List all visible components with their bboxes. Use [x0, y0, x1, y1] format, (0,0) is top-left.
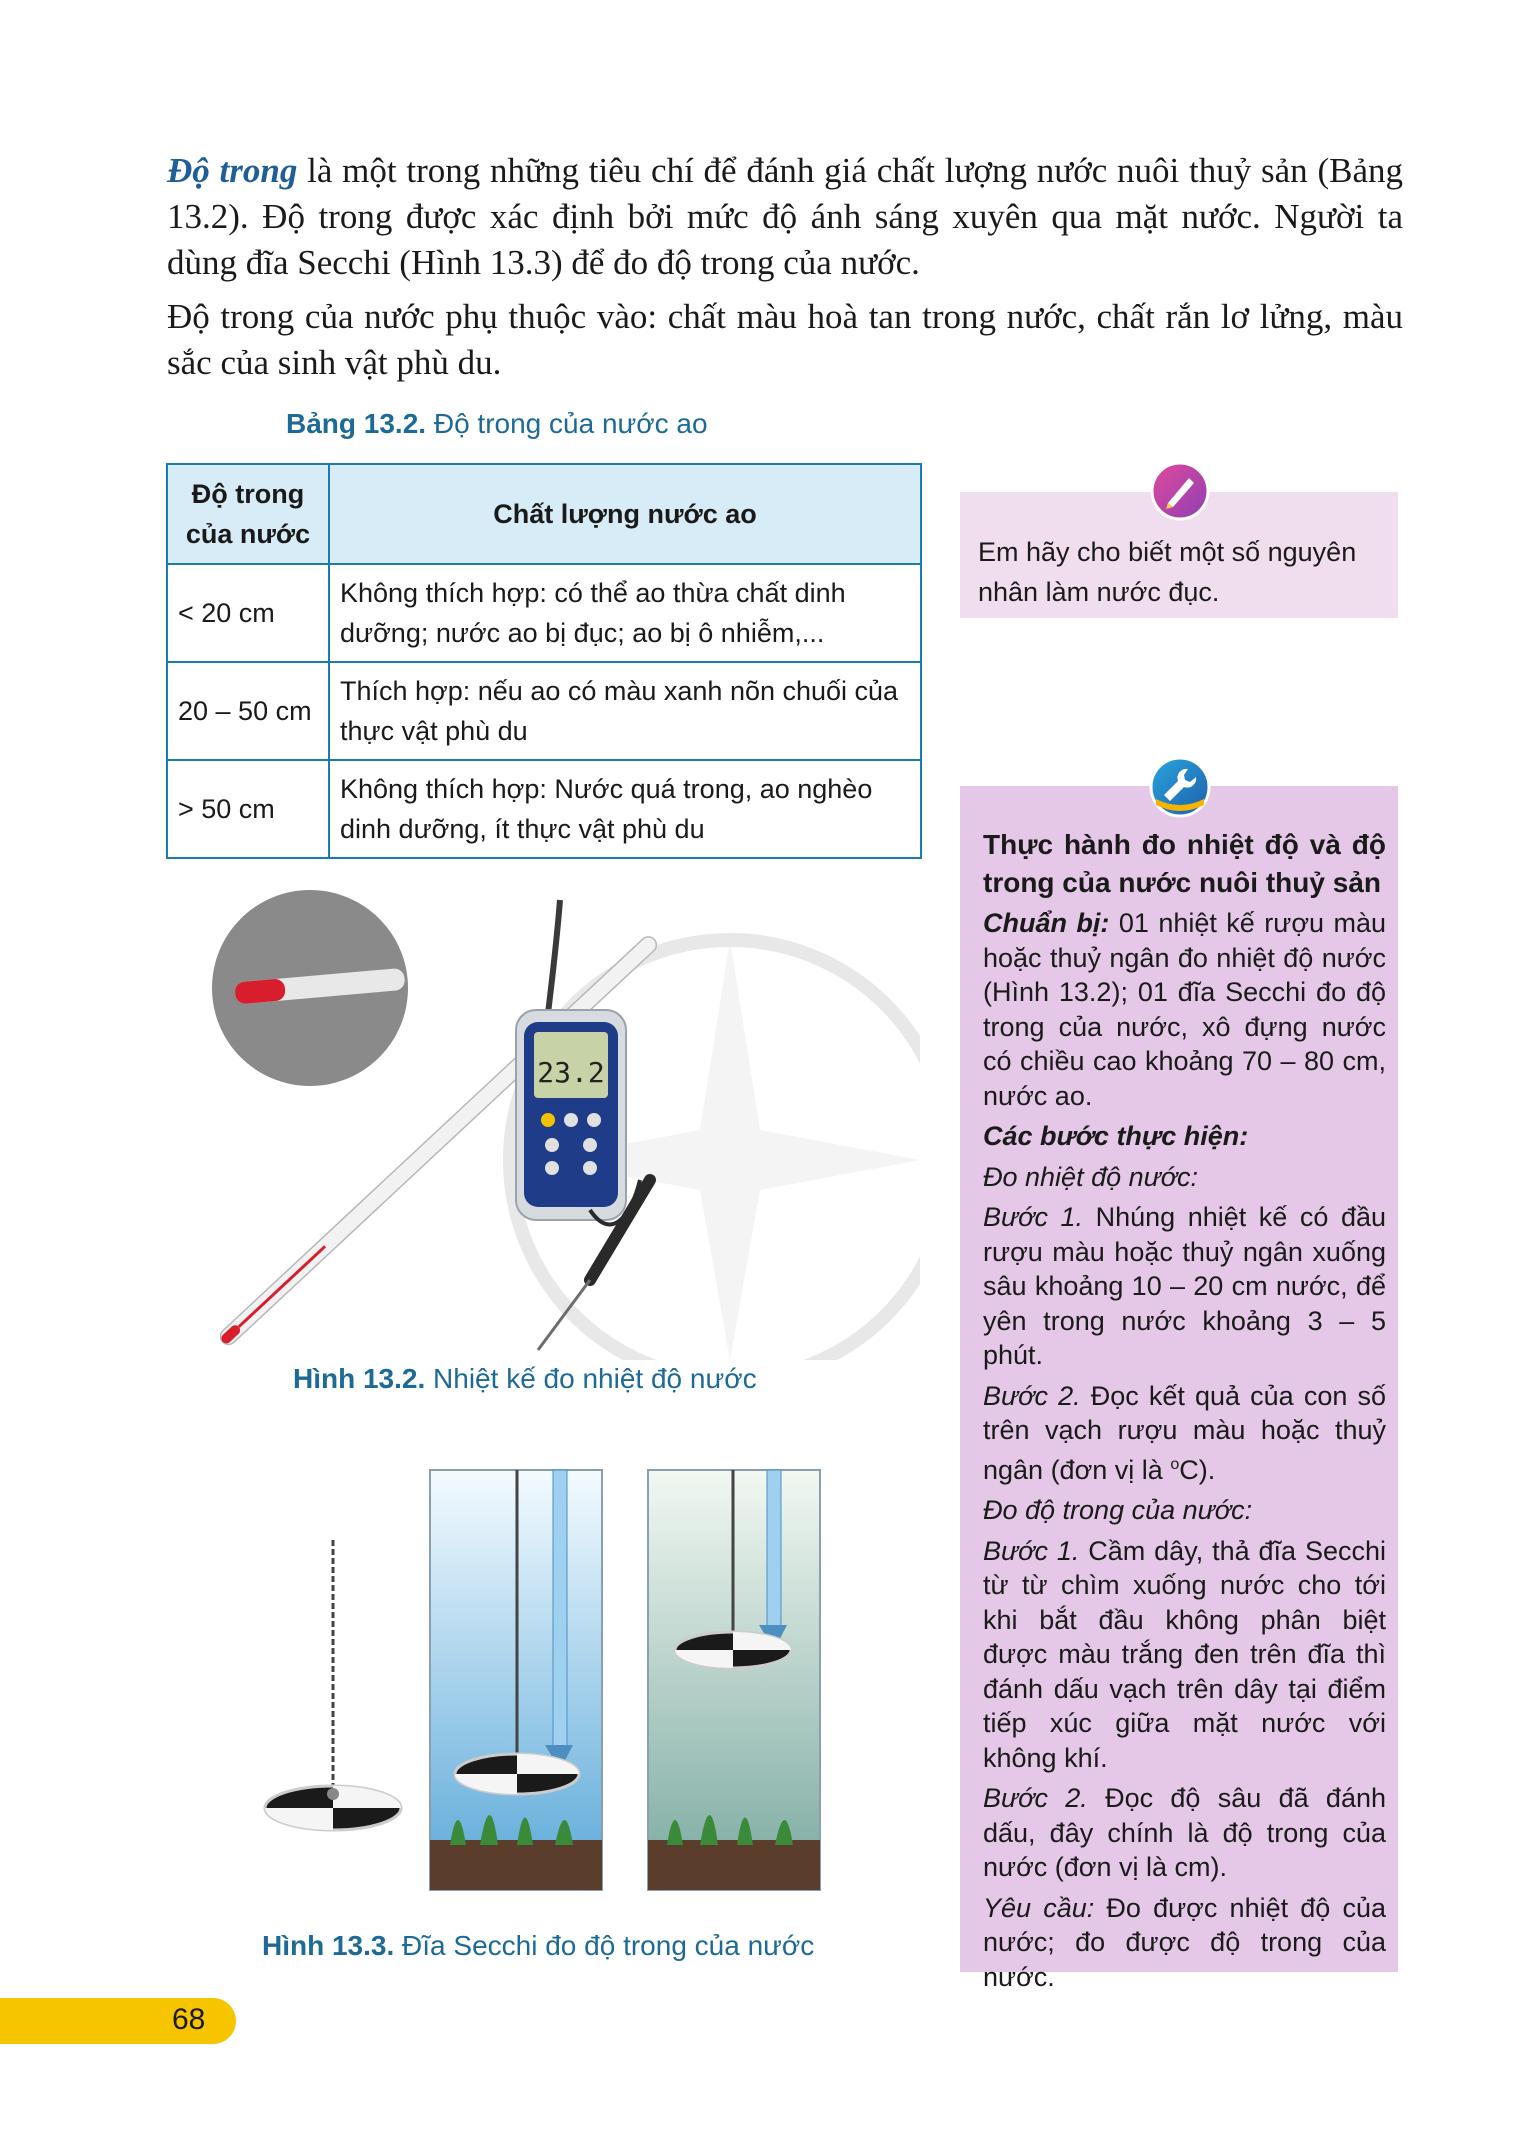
table-row	[167, 760, 921, 858]
step-label: Bước 1.	[983, 1535, 1080, 1566]
figure-13-3-caption	[262, 1930, 814, 1962]
figure-13-2-caption	[293, 1363, 757, 1395]
degree-sign: o	[1170, 1455, 1180, 1473]
step-text: Cầm dây, thả đĩa Secchi từ từ chìm xuống nước cho tới khi bắt đầu không phân biệt được màu trắng đen trên đĩa thì đánh dấu vạch trên dây tại điểm tiếp xúc giữa mặt nước với không khí.	[983, 1535, 1386, 1773]
thermometer-figure	[160, 880, 920, 1360]
table-cell: Không thích hợp: Nước quá trong, ao nghèo dinh dưỡng, ít thực vật phù du	[329, 760, 921, 858]
temp-step-2	[983, 1379, 1386, 1488]
step-text: Đọc độ sâu đã đánh dấu, đây chính là độ trong của nước (đơn vị là cm).	[983, 1783, 1387, 1882]
temp-step-1	[983, 1200, 1386, 1373]
step-text: Đọc kết quả của con số trên vạch rượu màu hoặc thuỷ ngân (đơn vị là	[983, 1380, 1387, 1485]
clear-water-tank	[430, 1470, 602, 1890]
table-header-row	[167, 464, 921, 564]
intro-paragraph-1	[167, 148, 1403, 286]
step-label: Bước 1.	[983, 1202, 1084, 1232]
intro-text	[167, 148, 1403, 394]
table-header-quality: Chất lượng nước ao	[329, 464, 921, 564]
prep-label: Chuẩn bị:	[983, 908, 1110, 938]
figure-label: Hình 13.2.	[293, 1363, 426, 1394]
step-text: Nhúng nhiệt kế có đầu rượu màu hoặc thuỷ ngân xuống sâu khoảng 10 – 20 cm nước, để yên trong nước khoảng 3 – 5 phút.	[983, 1202, 1387, 1370]
term-do-trong: Độ trong	[167, 151, 298, 190]
practice-title: Thực hành đo nhiệt độ và độ trong của nước nuôi thuỷ sản	[983, 829, 1386, 898]
clarity-table	[166, 463, 922, 859]
table-row	[167, 662, 921, 760]
req-label: Yêu cầu:	[983, 1892, 1095, 1923]
steps-label: Các bước thực hiện:	[983, 1121, 1249, 1151]
temp-heading: Đo nhiệt độ nước:	[983, 1161, 1199, 1192]
table-row	[167, 564, 921, 662]
clarity-heading: Đo độ trong của nước:	[983, 1495, 1253, 1525]
step-text: C).	[1179, 1454, 1216, 1485]
step-label: Bước 2.	[983, 1380, 1081, 1411]
wrench-icon	[1148, 755, 1212, 819]
question-text: Em hãy cho biết một số nguyên nhân làm nước đục.	[978, 537, 1357, 607]
secchi-figure	[255, 1460, 835, 1900]
display-reading: 23.2	[537, 1056, 605, 1089]
table-caption	[286, 408, 708, 440]
figure-label: Hình 13.3.	[262, 1930, 395, 1961]
practice-prep	[983, 906, 1386, 1113]
intro-paragraph-2: Độ trong của nước phụ thuộc vào: chất màu hoà tan trong nước, chất rắn lơ lửng, màu sắc của sinh vật phù du.	[167, 297, 1403, 382]
practice-requirement	[983, 1891, 1386, 1995]
table-cell: Không thích hợp: có thể ao thừa chất dinh dưỡng; nước ao bị đục; ao bị ô nhiễm,...	[329, 564, 921, 662]
figure-text: Đĩa Secchi đo độ trong của nước	[394, 1930, 815, 1961]
table-cell: 20 – 50 cm	[167, 662, 329, 760]
clarity-step-2	[983, 1781, 1386, 1885]
page-number: 68	[172, 2003, 206, 2036]
pen-icon	[1149, 460, 1211, 522]
practice-text	[983, 826, 1386, 1994]
table-header-clarity: Độ trong của nước	[167, 464, 329, 564]
table-caption-text: Độ trong của nước ao	[426, 408, 708, 439]
table-cell: < 20 cm	[167, 564, 329, 662]
intro-paragraph-1-text: là một trong những tiêu chí để đánh giá chất lượng nước nuôi thuỷ sản (Bảng 13.2). Độ trong được xác định bởi mức độ ánh sáng xuyên qua mặt nước. Người ta dùng đĩa Secchi (Hình 13.3) để đo độ trong của nước.	[167, 151, 1403, 282]
table-cell: > 50 cm	[167, 760, 329, 858]
turbid-water-tank	[648, 1470, 820, 1890]
step-label: Bước 2.	[983, 1783, 1088, 1813]
secchi-disk-standalone	[265, 1540, 401, 1830]
figure-text: Nhiệt kế đo nhiệt độ nước	[425, 1363, 757, 1394]
table-caption-label: Bảng 13.2.	[286, 408, 427, 439]
prep-text: 01 nhiệt kế rượu màu hoặc thuỷ ngân đo nhiệt độ nước (Hình 13.2); 01 đĩa Secchi đo độ trong của nước, xô đựng nước có chiều cao khoảng 70 – 80 cm, nước ao.	[983, 908, 1386, 1111]
clarity-step-1	[983, 1534, 1386, 1776]
table-cell: Thích hợp: nếu ao có màu xanh nõn chuối của thực vật phù du	[329, 662, 921, 760]
req-text: Đo được nhiệt độ của nước; đo được độ trong của nước.	[983, 1892, 1387, 1992]
